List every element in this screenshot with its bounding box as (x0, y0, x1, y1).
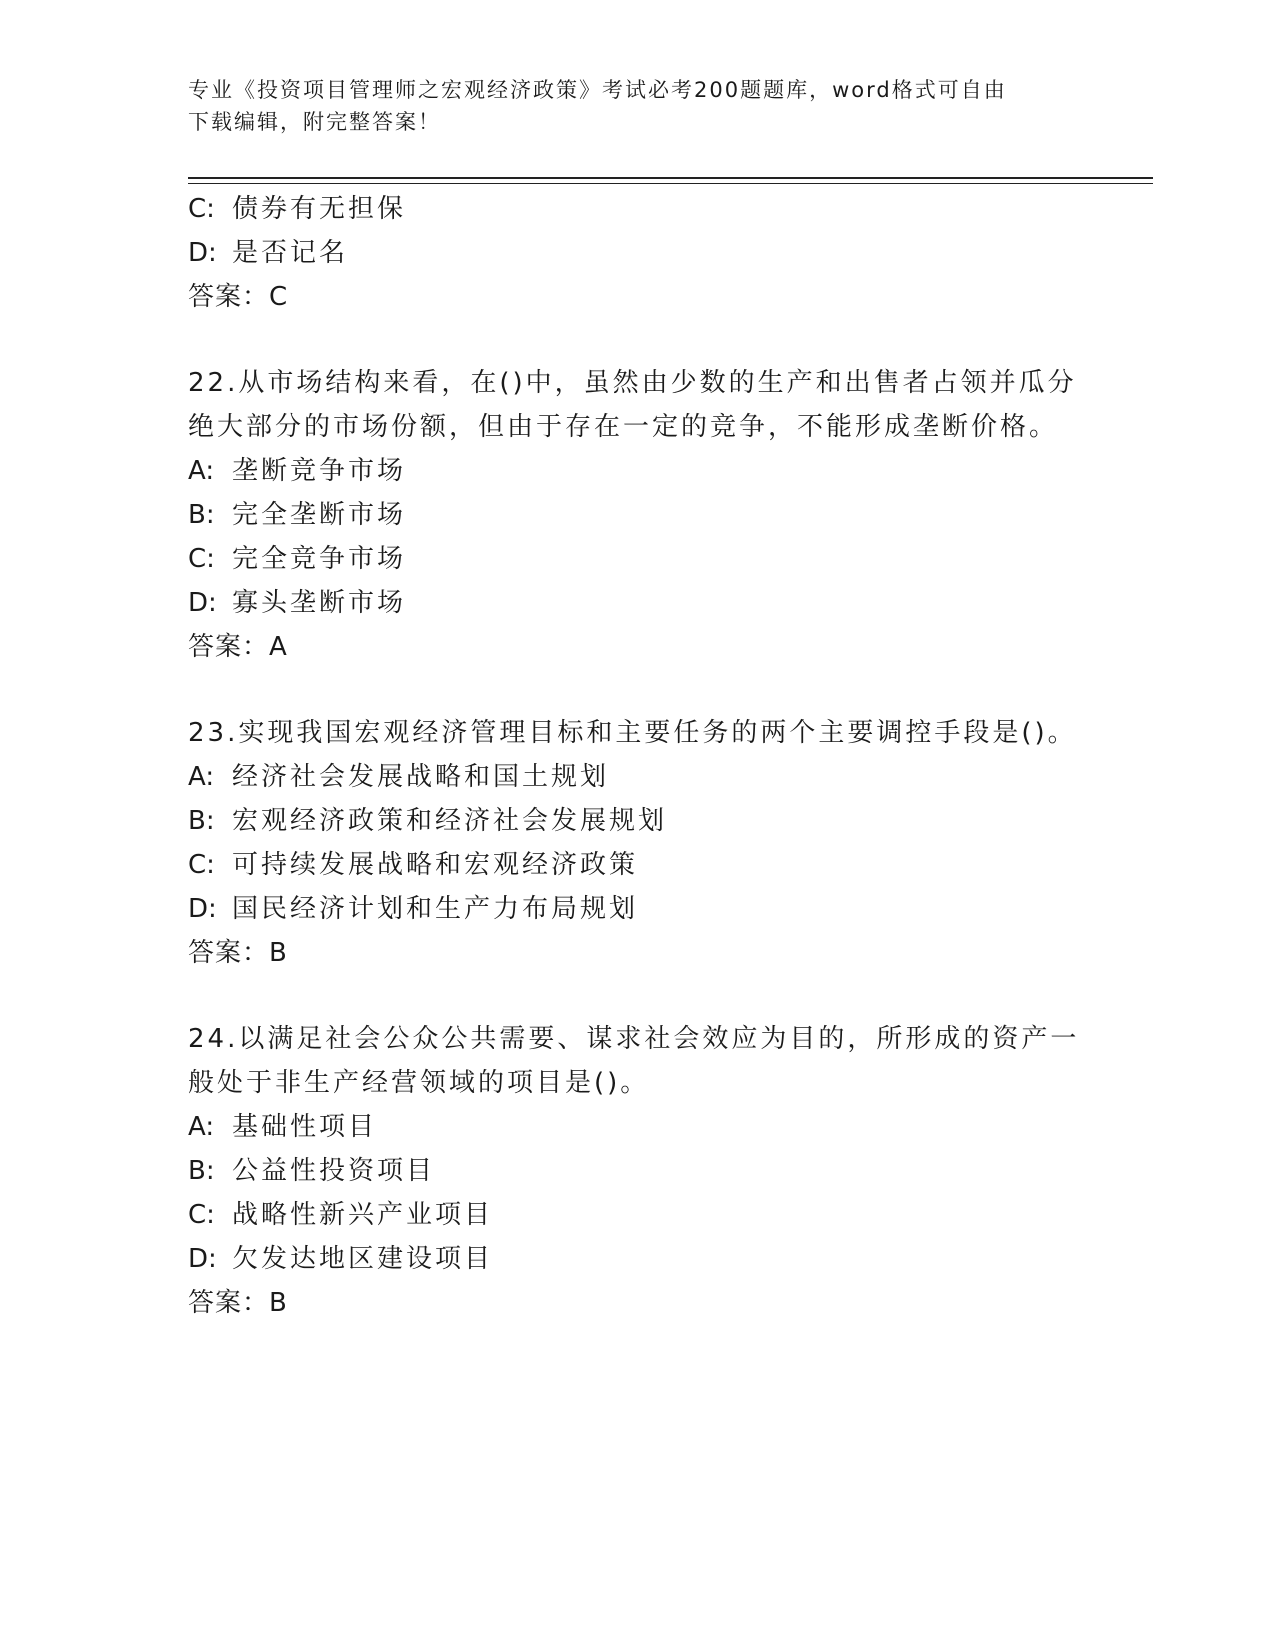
answer-line (188, 276, 287, 313)
option-key: A: (188, 456, 215, 486)
option-key: C: (188, 194, 215, 224)
option-line (188, 450, 406, 487)
header-rule-thick (188, 177, 1153, 179)
option-text: 完全竞争市场 (232, 544, 407, 574)
option-text: 经济社会发展战略和国土规划 (232, 762, 610, 792)
header-line-1: 专业《投资项目管理师之宏观经济政策》考试必考200题题库，word格式可自由 (188, 78, 1007, 102)
option-key: A: (188, 762, 215, 792)
answer-value: B (269, 1288, 287, 1318)
option-line (188, 888, 638, 925)
option-line (188, 1194, 493, 1231)
option-line (188, 494, 406, 531)
question-stem: 24.以满足社会公众公共需要、谋求社会效应为目的，所形成的资产一 (188, 1024, 1080, 1054)
option-key: B: (188, 500, 215, 530)
option-line (188, 582, 406, 619)
option-key: D: (188, 588, 217, 618)
document-header (188, 74, 1068, 138)
question-stem: 绝大部分的市场份额，但由于存在一定的竞争，不能形成垄断价格。 (188, 412, 1059, 442)
answer-label: 答案： (188, 282, 270, 312)
option-line (188, 1238, 493, 1275)
option-line (188, 1106, 377, 1143)
question-stem: 22.从市场结构来看，在()中，虽然由少数的生产和出售者占领并瓜分 (188, 368, 1077, 398)
question-stem: 23.实现我国宏观经济管理目标和主要任务的两个主要调控手段是()。 (188, 718, 1077, 748)
option-key: A: (188, 1112, 215, 1142)
option-line (188, 800, 667, 837)
option-text: 垄断竞争市场 (232, 456, 407, 486)
option-text: 公益性投资项目 (232, 1156, 436, 1186)
answer-value: A (269, 632, 287, 662)
option-text: 是否记名 (232, 238, 349, 268)
answer-line (188, 1282, 287, 1319)
header-rule-thin (188, 183, 1153, 184)
option-line (188, 538, 406, 575)
answer-line (188, 626, 287, 663)
option-key: B: (188, 806, 215, 836)
option-text: 国民经济计划和生产力布局规划 (232, 894, 639, 924)
option-text: 欠发达地区建设项目 (232, 1244, 494, 1274)
option-line (188, 844, 638, 881)
answer-label: 答案： (188, 938, 270, 968)
option-text: 宏观经济政策和经济社会发展规划 (232, 806, 668, 836)
option-text: 可持续发展战略和宏观经济政策 (232, 850, 639, 880)
option-key: C: (188, 850, 215, 880)
question-stem: 般处于非生产经营领域的项目是()。 (188, 1068, 650, 1098)
option-key: D: (188, 894, 217, 924)
option-text: 完全垄断市场 (232, 500, 407, 530)
option-text: 基础性项目 (232, 1112, 378, 1142)
header-line-2: 下载编辑，附完整答案！ (188, 110, 441, 134)
option-key: C: (188, 1200, 215, 1230)
answer-value: C (269, 282, 288, 312)
option-key: B: (188, 1156, 215, 1186)
answer-value: B (269, 938, 287, 968)
option-key: D: (188, 238, 217, 268)
option-line (188, 756, 609, 793)
option-text: 债券有无担保 (232, 194, 407, 224)
option-line (188, 1150, 435, 1187)
answer-label: 答案： (188, 632, 270, 662)
answer-line (188, 932, 287, 969)
answer-label: 答案： (188, 1288, 270, 1318)
option-line (188, 232, 348, 269)
option-line (188, 188, 406, 225)
option-key: C: (188, 544, 215, 574)
option-key: D: (188, 1244, 217, 1274)
option-text: 战略性新兴产业项目 (232, 1200, 494, 1230)
option-text: 寡头垄断市场 (232, 588, 407, 618)
